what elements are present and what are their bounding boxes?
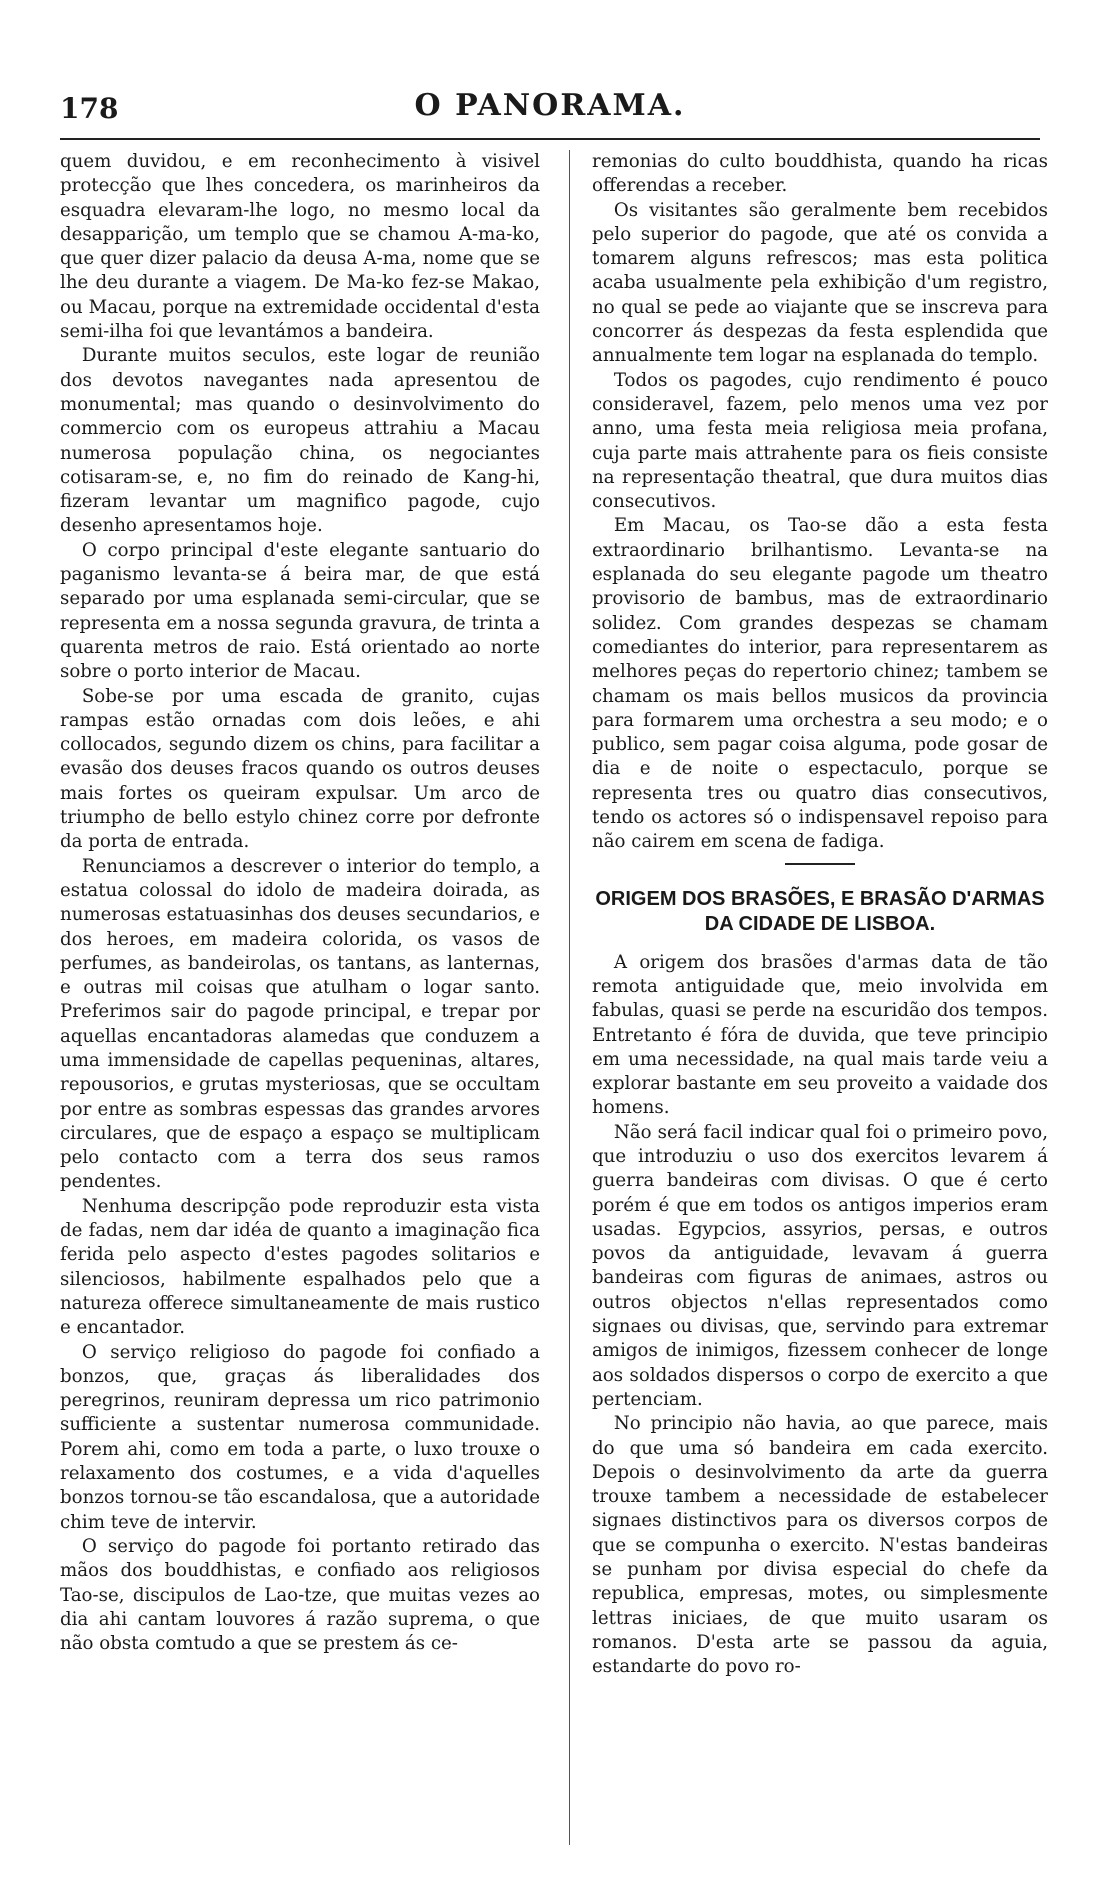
paragraph: Os visitantes são geralmente bem recebidos pelo superior do pagode, que até os convida a tomarem alguns refrescos; mas esta politica acaba usualmente pela exhibição d'um registro, no qual se pede ao viajante que se inscreva para concorrer ás despezas da festa esplendida que annualmente tem logar na esplanada do templo. xyxy=(592,199,1048,367)
paragraph: Renunciamos a descrever o interior do templo, a estatua colossal do idolo de madeira doirada, as numerosas estatuasinhas dos deuses secundarios, e dos heroes, em madeira colorida, os vasos de perfumes, as bandeirolas, os tantans, as lanternas, e outras mil coisas que atulham o logar santo. Preferimos sair do pagode principal, e trepar por aquellas encantadoras alamedas que conduzem a uma immensidade de capellas pequeninas, altares, repousorios, e grutas mysteriosas, que se occultam por entre as sombras espessas das grandes arvores circulares, que de espaço a espaço se multiplicam pelo contacto com a terra dos seus ramos pendentes. xyxy=(60,855,540,1193)
paragraph: remonias do culto bouddhista, quando ha ricas offerendas a receber. xyxy=(592,151,1048,197)
section-rule xyxy=(785,863,855,865)
left-column xyxy=(60,150,540,1656)
header-rule xyxy=(60,138,1040,140)
paragraph: Em Macau, os Tao-se dão a esta festa extraordinario brilhantismo. Levanta-se na esplanada do seu elegante pagode um theatro provisorio de bambus, mas de extraordinario solidez. Com grandes despezas se chamam comediantes do interior, para representarem as melhores peças do repertorio chinez; tambem se chamam os mais bellos musicos da provincia para formarem uma orchestra a seu modo; e o publico, sem pagar coisa alguma, pode gosar de dia e de noite o espectaculo, porque se representa tres ou quatro dias consecutivos, tendo os actores só o indispensavel repoiso para não cairem em scena de fadiga. xyxy=(592,515,1048,853)
column-divider xyxy=(569,150,570,1845)
paragraph: Sobe-se por uma escada de granito, cujas rampas estão ornadas com dois leões, e ahi collocados, segundo dizem os chins, para facilitar a evasão dos deuses fracos quando os outros deuses mais fortes os queiram expulsar. Um arco de triumpho de bello estylo chinez corre por defronte da porta de entrada. xyxy=(60,685,540,853)
paragraph: O serviço do pagode foi portanto retirado das mãos dos bouddhistas, e confiado aos religiosos Tao-se, discipulos de Lao-tze, que muitas vezes ao dia ahi cantam louvores á razão suprema, o que não obsta comtudo a que se prestem ás ce- xyxy=(60,1535,540,1655)
paragraph: Nenhuma descripção pode reproduzir esta vista de fadas, nem dar idéa de quanto a imaginação fica ferida pelo aspecto d'estes pagodes solitarios e silenciosos, habilmente espalhados pelo que a natureza offerece simultaneamente de mais rustico e encantador. xyxy=(60,1195,540,1339)
right-column xyxy=(592,150,1048,1680)
paragraph: O serviço religioso do pagode foi confiado a bonzos, que, graças ás liberalidades dos peregrinos, reuniram depressa um rico patrimonio sufficiente a sustentar numerosa communidade. Porem ahi, como em toda a parte, o luxo trouxe o relaxamento dos costumes, e a vida d'aquelles bonzos tornou-se tão escandalosa, que a autoridade chim teve de intervir. xyxy=(60,1341,540,1533)
paragraph: O corpo principal d'este elegante santuario do paganismo levanta-se á beira mar, de que está separado por uma esplanada semi-circular, que se representa em a nossa segunda gravura, de trinta a quarenta metros de raio. Está orientado ao norte sobre o porto interior de Macau. xyxy=(60,539,540,683)
section-title: ORIGEM DOS BRASÕES, E BRASÃO D'ARMAS DA CIDADE DE LISBOA. xyxy=(595,887,1045,935)
journal-title: O PANORAMA. xyxy=(414,88,686,123)
paragraph: Todos os pagodes, cujo rendimento é pouco consideravel, fazem, pelo menos uma vez por anno, uma festa meia religiosa meia profana, cuja parte mais attrahente para os fieis consiste na representação theatral, que dura muitos dias consecutivos. xyxy=(592,369,1048,513)
paragraph: quem duvidou, e em reconhecimento à visivel protecção que lhes concedera, os marinheiros da esquadra elevaram-lhe logo, no mesmo local da desapparição, um templo que se chamou A-ma-ko, que quer dizer palacio da deusa A-ma, nome que se lhe deu durante a viagem. De Ma-ko fez-se Makao, ou Macau, porque na extremidade occidental d'esta semi-ilha foi que levantámos a bandeira. xyxy=(60,151,540,343)
page-number: 178 xyxy=(60,92,119,125)
running-head xyxy=(60,88,1040,128)
paragraph: Não será facil indicar qual foi o primeiro povo, que introduziu o uso dos exercitos levarem á guerra bandeiras com divisas. O que é certo porém é que em todos os antigos imperios eram usadas. Egypcios, assyrios, persas, e outros povos da antiguidade, levavam á guerra bandeiras com figuras de animaes, astros ou outros objectos n'ellas representados como signaes ou divisas, que, servindo para extremar amigos de inimigos, fizessem conhecer de longe aos soldados dispersos o corpo de exercito a que pertenciam. xyxy=(592,1121,1048,1410)
paragraph: Durante muitos seculos, este logar de reunião dos devotos navegantes nada apresentou de monumental; mas quando o desinvolvimento do commercio com os europeus attrahiu a Macau numerosa população china, os negociantes cotisaram-se, e, no fim do reinado de Kang-hi, fizeram levantar um magnifico pagode, cujo desenho apresentamos hoje. xyxy=(60,345,540,537)
paragraph: No principio não havia, ao que parece, mais do que uma só bandeira em cada exercito. Depois o desinvolvimento da arte da guerra trouxe tambem a necessidade de estabelecer signaes distinctivos para os diversos corpos de que se compunha o exercito. N'estas bandeiras se punham por divisa especial do chefe da republica, empresas, motes, ou simplesmente lettras iniciaes, de que muito usaram os romanos. D'esta arte se passou da aguia, estandarte do povo ro- xyxy=(592,1413,1048,1678)
paragraph: A origem dos brasões d'armas data de tão remota antiguidade que, meio involvida em fabulas, quasi se perde na escuridão dos tempos. Entretanto é fóra de duvida, que teve principio em uma necessidade, na qual mais tarde veiu a explorar bastante em seu proveito a vaidade dos homens. xyxy=(592,951,1048,1119)
